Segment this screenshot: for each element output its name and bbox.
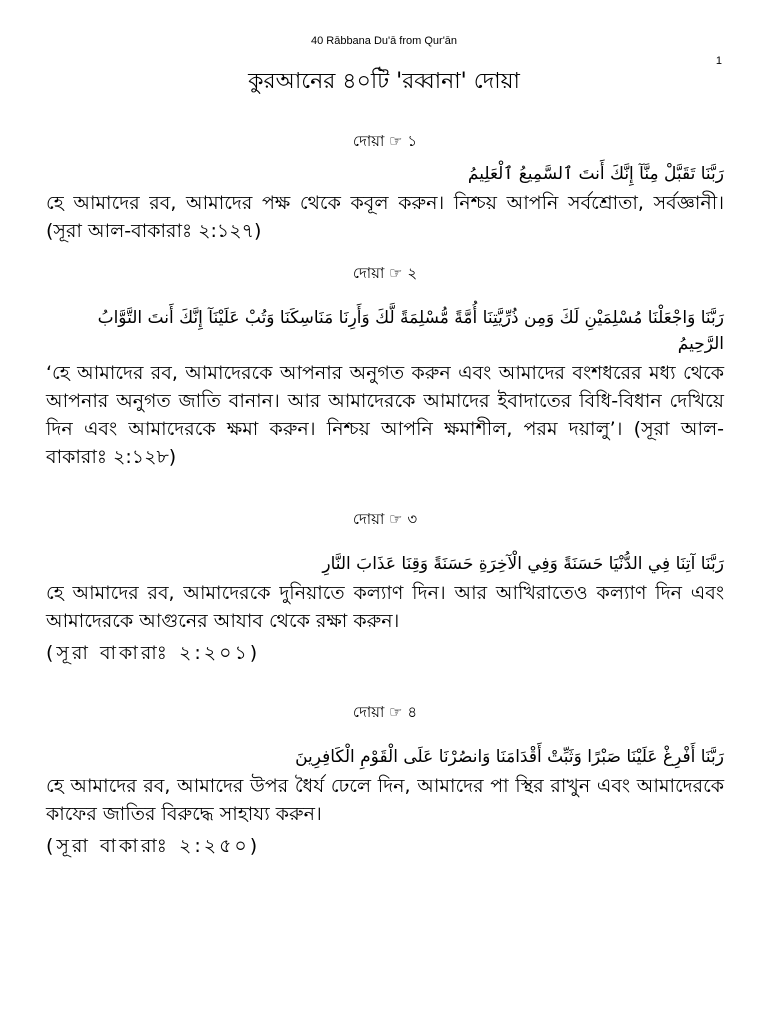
dua-section-4 xyxy=(46,701,724,860)
arabic-text: رَبَّنَا تَقَبَّلْ مِنَّآ إِنَّكَ أَنتَ ٱلسَّمِيعُ ٱلْعَلِيمُ xyxy=(467,164,724,184)
dua-heading xyxy=(46,262,724,287)
dua-heading xyxy=(46,508,724,533)
dua-number: ২ xyxy=(407,264,418,282)
bengali-translation: ‘হে আমাদের রব, আমাদেরকে আপনার অনুগত করুন এবং আমাদের বংশধরের মধ্য থেকে আপনার অনুগত জাতি বানান। আর আমাদেরকে আমাদের ইবাদাতের বিধি-বিধান দেখিয়ে দিন এবং আমাদেরকে ক্ষমা করুন। নিশ্চয় আপনি ক্ষমাশীল, পরম দয়ালু’। (সূরা আল-বাকারাঃ ২:১২৮) xyxy=(46,362,724,468)
dua-number: ৩ xyxy=(407,510,418,528)
dua-section-3 xyxy=(46,508,724,667)
bengali-translation: হে আমাদের রব, আমাদেরকে দুনিয়াতে কল্যাণ দিন। আর আখিরাতেও কল্যাণ দিন এবং আমাদেরকে আগুনের আযাব থেকে রক্ষা করুন। xyxy=(46,582,724,632)
pointing-hand-icon: ☞ xyxy=(389,510,403,528)
dua-section-2 xyxy=(46,262,724,471)
dua-heading xyxy=(46,130,724,155)
dua-heading xyxy=(46,701,724,726)
bengali-translation: হে আমাদের রব, আমাদের পক্ষ থেকে কবূল করুন। নিশ্চয় আপনি সর্বশ্রোতা, সর্বজ্ঞানী। (সূরা আল-বাকারাঃ ২:১২৭) xyxy=(46,192,724,242)
dua-section-1 xyxy=(46,130,724,245)
pointing-hand-icon: ☞ xyxy=(389,703,403,721)
page-number: 1 xyxy=(715,55,722,67)
dua-label: দোয়া xyxy=(352,132,385,150)
arabic-text: رَبَّنَا وَاجْعَلْنَا مُسْلِمَيْنِ لَكَ وَمِن ذُرِّيَّتِنَا أُمَّةً مُّسْلِمَةً لَّكَ وَأَرِنَا مَنَاسِكَنَا وَتُبْ عَلَيْنَآ إِنَّكَ أَنتَ التَّوَّابُ الرَّحِيمُ xyxy=(97,308,724,354)
bengali-translation: হে আমাদের রব, আমাদের উপর ধৈর্য ঢেলে দিন, আমাদের পা স্থির রাখুন এবং আমাদেরকে কাফের জাতির বিরুদ্ধে সাহায্য করুন। xyxy=(46,775,724,825)
arabic-text: رَبَّنَا آتِنَا فِي الدُّنْيَا حَسَنَةً وَفِي الْآخِرَةِ حَسَنَةً وَقِنَا عَذَابَ النَّارِ xyxy=(322,554,724,574)
surah-reference: (সূরা বাকারাঃ ২:২০১) xyxy=(46,642,261,664)
dua-number: ৪ xyxy=(407,703,418,721)
dua-label: দোয়া xyxy=(352,264,385,282)
pointing-hand-icon: ☞ xyxy=(389,264,403,282)
dua-label: দোয়া xyxy=(352,703,385,721)
dua-label: দোয়া xyxy=(352,510,385,528)
page-title: কুরআনের ৪০টি 'রব্বানা' দোয়া xyxy=(248,69,520,94)
dua-number: ১ xyxy=(407,132,418,150)
surah-reference: (সূরা বাকারাঃ ২:২৫০) xyxy=(46,835,261,857)
running-header: 40 Rābbana Du'ā from Qur'ān xyxy=(310,35,458,47)
arabic-text: رَبَّنَا أَفْرِغْ عَلَيْنَا صَبْرًا وَثَبِّتْ أَقْدَامَنَا وَانصُرْنَا عَلَى الْقَوْمِ الْكَافِرِينَ xyxy=(295,747,724,767)
pointing-hand-icon: ☞ xyxy=(389,132,403,150)
